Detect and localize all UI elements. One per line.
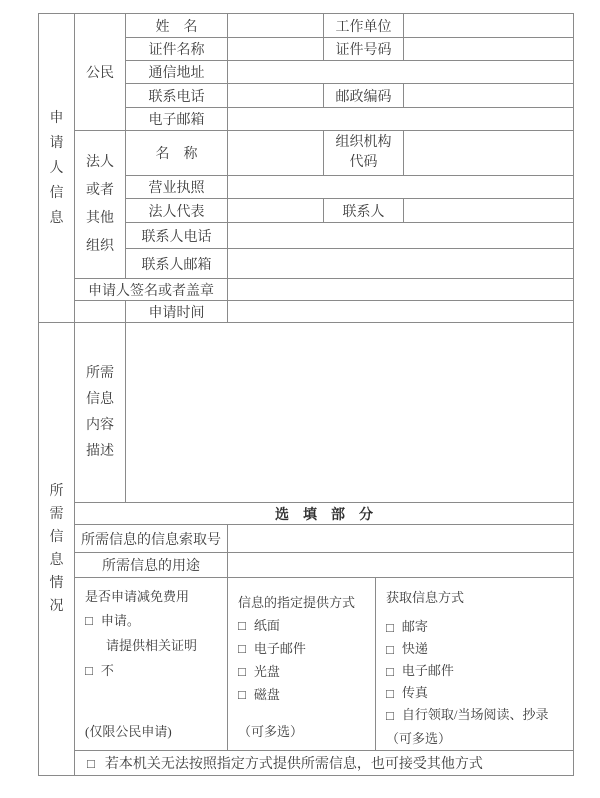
org-code-input[interactable] bbox=[403, 130, 574, 176]
fee-waiver-group bbox=[74, 577, 228, 751]
delivery-disk-checkbox[interactable]: □ bbox=[238, 687, 246, 702]
content-desc-input[interactable] bbox=[125, 322, 574, 503]
postal-code-label: 邮政编码 bbox=[323, 83, 404, 108]
contact-email-input[interactable] bbox=[227, 248, 574, 279]
obtain-express-checkbox[interactable]: □ bbox=[386, 641, 394, 657]
signature-input[interactable] bbox=[227, 278, 574, 301]
fee-waiver-title: 是否申请减免费用 bbox=[85, 589, 190, 604]
fee-waiver-no-checkbox[interactable]: □ bbox=[85, 663, 93, 678]
work-unit-label: 工作单位 bbox=[323, 13, 404, 38]
delivery-option-cd: □ 光盘 bbox=[238, 664, 280, 679]
org-name-input[interactable] bbox=[227, 130, 324, 176]
obtain-self-checkbox[interactable]: □ bbox=[386, 707, 394, 723]
cert-name-label: 证件名称 bbox=[125, 37, 228, 61]
contact-label: 联系人 bbox=[323, 198, 404, 223]
phone-label: 联系电话 bbox=[125, 83, 228, 108]
obtain-mail-checkbox[interactable]: □ bbox=[386, 619, 394, 635]
index-no-input[interactable] bbox=[227, 524, 574, 553]
fee-waiver-no-option bbox=[85, 658, 114, 683]
work-unit-input[interactable] bbox=[403, 13, 574, 38]
fee-waiver-apply-checkbox[interactable]: □ bbox=[85, 613, 93, 628]
delivery-method-group bbox=[227, 577, 376, 751]
delivery-email-checkbox[interactable]: □ bbox=[238, 641, 246, 656]
license-label: 营业执照 bbox=[125, 175, 228, 199]
required-info-section-label: 所需信息情况 bbox=[38, 322, 75, 776]
legal-rep-input[interactable] bbox=[227, 198, 324, 223]
obtain-method-group bbox=[375, 577, 574, 751]
org-name-label: 名 称 bbox=[125, 130, 228, 176]
fee-waiver-footnote: (仅限公民申请) bbox=[85, 724, 172, 739]
obtain-method-title: 获取信息方式 bbox=[386, 590, 465, 605]
delivery-cd-checkbox[interactable]: □ bbox=[238, 664, 246, 679]
delivery-option-email: □ 电子邮件 bbox=[238, 641, 306, 656]
purpose-input[interactable] bbox=[227, 552, 574, 578]
optional-section-title: 选 填 部 分 bbox=[74, 502, 574, 525]
name-label: 姓 名 bbox=[125, 13, 228, 38]
delivery-option-disk: □ 磁盘 bbox=[238, 687, 280, 702]
contact-email-label: 联系人邮箱 bbox=[125, 248, 228, 279]
postal-code-input[interactable] bbox=[403, 83, 574, 108]
delivery-method-title: 信息的指定提供方式 bbox=[238, 595, 356, 610]
cert-name-input[interactable] bbox=[227, 37, 324, 61]
applicant-section-label: 申请人信息 bbox=[38, 13, 75, 323]
purpose-label: 所需信息的用途 bbox=[74, 552, 228, 578]
apply-time-input[interactable] bbox=[227, 300, 574, 323]
legal-rep-label: 法人代表 bbox=[125, 198, 228, 223]
obtain-option-mail: □ 邮寄 bbox=[386, 619, 428, 635]
obtain-email-checkbox[interactable]: □ bbox=[386, 663, 394, 679]
obtain-fax-checkbox[interactable]: □ bbox=[386, 685, 394, 701]
obtain-option-fax: □ 传真 bbox=[386, 685, 428, 701]
contact-phone-label: 联系人电话 bbox=[125, 222, 228, 249]
fee-waiver-apply-label: 申请。 bbox=[100, 613, 140, 628]
obtain-option-self: □ 自行领取/当场阅读、抄录 bbox=[386, 707, 549, 723]
obtain-option-email: □ 电子邮件 bbox=[386, 663, 454, 679]
fee-waiver-apply-note: 请提供相关证明 bbox=[106, 638, 198, 653]
content-desc-label: 所需信息内容描述 bbox=[74, 322, 126, 503]
fallback-note-checkbox[interactable]: □ bbox=[87, 755, 95, 771]
index-no-label: 所需信息的信息索取号 bbox=[74, 524, 228, 553]
contact-phone-input[interactable] bbox=[227, 222, 574, 249]
email-input[interactable] bbox=[227, 107, 574, 131]
email-label: 电子邮箱 bbox=[125, 107, 228, 131]
delivery-method-footnote: （可多选） bbox=[238, 724, 304, 739]
name-input[interactable] bbox=[227, 13, 324, 38]
apply-time-label: 申请时间 bbox=[125, 300, 228, 323]
org-code-label: 组织机构代码 bbox=[323, 130, 404, 176]
obtain-option-express: □ 快递 bbox=[386, 641, 428, 657]
delivery-paper-checkbox[interactable]: □ bbox=[238, 618, 246, 633]
obtain-method-footnote: （可多选） bbox=[386, 731, 452, 746]
empty-cell bbox=[74, 300, 126, 323]
citizen-group-label: 公民 bbox=[74, 13, 126, 131]
fee-waiver-no-label: 不 bbox=[100, 663, 114, 678]
cert-no-label: 证件号码 bbox=[323, 37, 404, 61]
fallback-note-row bbox=[74, 750, 574, 776]
address-input[interactable] bbox=[227, 60, 574, 84]
signature-label: 申请人签名或者盖章 bbox=[74, 278, 228, 301]
phone-input[interactable] bbox=[227, 83, 324, 108]
license-input[interactable] bbox=[227, 175, 574, 199]
delivery-option-paper: □ 纸面 bbox=[238, 618, 280, 633]
fee-waiver-apply-option bbox=[85, 608, 140, 633]
contact-input[interactable] bbox=[403, 198, 574, 223]
address-label: 通信地址 bbox=[125, 60, 228, 84]
organization-group-label: 法人或者其他组织 bbox=[74, 130, 126, 279]
cert-no-input[interactable] bbox=[403, 37, 574, 61]
fallback-note-label: 若本机关无法按照指定方式提供所需信息，也可接受其他方式 bbox=[104, 757, 483, 772]
